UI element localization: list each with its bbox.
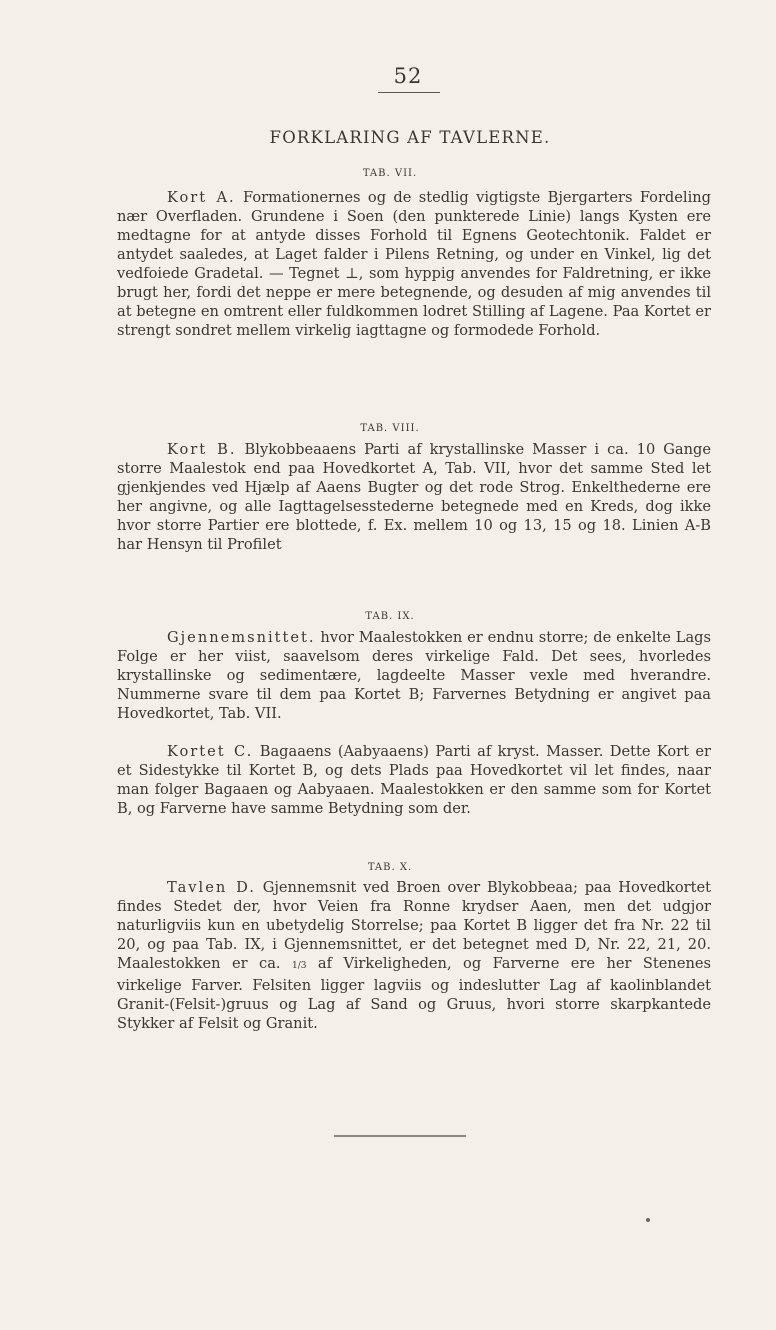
page-title: FORKLARING AF TAVLERNE. — [269, 128, 551, 147]
paragraph-text: af Virkeligheden, og Farverne ere her Stenenes virkelige Farver. Felsiten ligger lagviis og indeslutter Lag af kaolinblandet Granit-(Felsit-)gruus og Lag af Sand og Gruus, hvori storre skarpkantede Stykker af Felsit og Granit. — [117, 955, 711, 1032]
tab-heading-viii: TAB. VIII. — [360, 423, 420, 434]
paragraph-lead: Gjennemsnittet. — [167, 629, 316, 646]
tab-heading-vii: TAB. VII. — [362, 168, 418, 179]
paragraph-tab-ix — [117, 628, 711, 723]
paragraph-tab-viii — [117, 440, 711, 554]
page-number-underline — [378, 92, 440, 93]
tab-heading-ix: TAB. IX. — [365, 611, 415, 622]
paragraph-lead: Kortet C. — [167, 743, 254, 760]
paragraph-text: Bagaaens (Aabyaaens) Parti af kryst. Masser. Dette Kort er et Sidestykke til Kortet B, og dets Plads paa Hovedkortet vil let findes, naar man folger Bagaaen og Aabyaaen. Maalestokken er den samme som for Kortet B, og Farverne have samme Betydning som der. — [117, 743, 711, 817]
paragraph-tab-vii — [117, 188, 711, 340]
paragraph-kortet-c — [117, 742, 711, 818]
paragraph-text: Blykobbeaaens Parti af krystallinske Masser i ca. 10 Gange storre Maalestok end paa Hovedkortet A, Tab. VII, hvor det samme Sted let gjenkjendes ved Hjælp af Aaens Bugter og det rode Strog. Enkelthederne ere her angivne, og alle Iagttagelsesstederne betegnede med en Kreds, dog ikke hvor storre Partier ere blottede, f. Ex. mellem 10 og 13, 15 og 18. Linien A-B har Hensyn til Profilet — [117, 441, 711, 553]
paragraph-tab-x — [117, 878, 711, 1033]
page-number: 52 — [393, 64, 423, 88]
paragraph-text: Gjennemsnit ved Broen over Blykobbeaa; paa Hovedkortet findes Stedet der, hvor Veien fra Ronne krydser Aaen, men det udgjor naturligviis kun en ubetydelig Storrelse; paa Kortet B ligger det fra Nr. 22 til 20, og paa Tab. IX, i Gjennemsnittet, er det betegnet med D, Nr. 22, 21, 20. Maalestokken er ca. — [117, 879, 711, 972]
ink-spot — [646, 1218, 650, 1222]
scale-fraction: 1/3 — [291, 961, 307, 971]
paragraph-text: hvor Maalestokken er endnu storre; de enkelte Lags Folge er her viist, saavelsom deres virkelige Fald. Det sees, hvorledes krystallinske og sedimentære, lagdeelte Masser vexle med hverandre. Nummerne svare til dem paa Kortet B; Farvernes Betydning er angivet paa Hovedkortet, Tab. VII. — [117, 629, 711, 722]
paragraph-text: Formationernes og de stedlig vigtigste Bjergarters Fordeling nær Overfladen. Grundene i Soen (den punkterede Linie) langs Kysten ere medtagne for at antyde disses Forhold til Egnens Geotechtonik. Faldet er antydet saaledes, at Laget falder i Pilens Retning, og under en Vinkel, lig det vedfoiede Gradetal. — Tegnet ⊥, som hyppig anvendes for Faldretning, er ikke brugt her, fordi det neppe er mere betegnende, og desuden af mig anvendes til at betegne en omtrent eller fuldkommen lodret Stilling af Lagene. Paa Kortet er strengt sondret mellem virkelig iagttagne og formodede Forhold. — [117, 189, 711, 339]
tab-heading-x: TAB. X. — [367, 862, 413, 873]
paragraph-lead: Kort A. — [167, 189, 236, 206]
closing-rule — [334, 1135, 466, 1137]
paragraph-lead: Kort B. — [167, 441, 237, 458]
paragraph-lead: Tavlen D. — [167, 879, 256, 896]
